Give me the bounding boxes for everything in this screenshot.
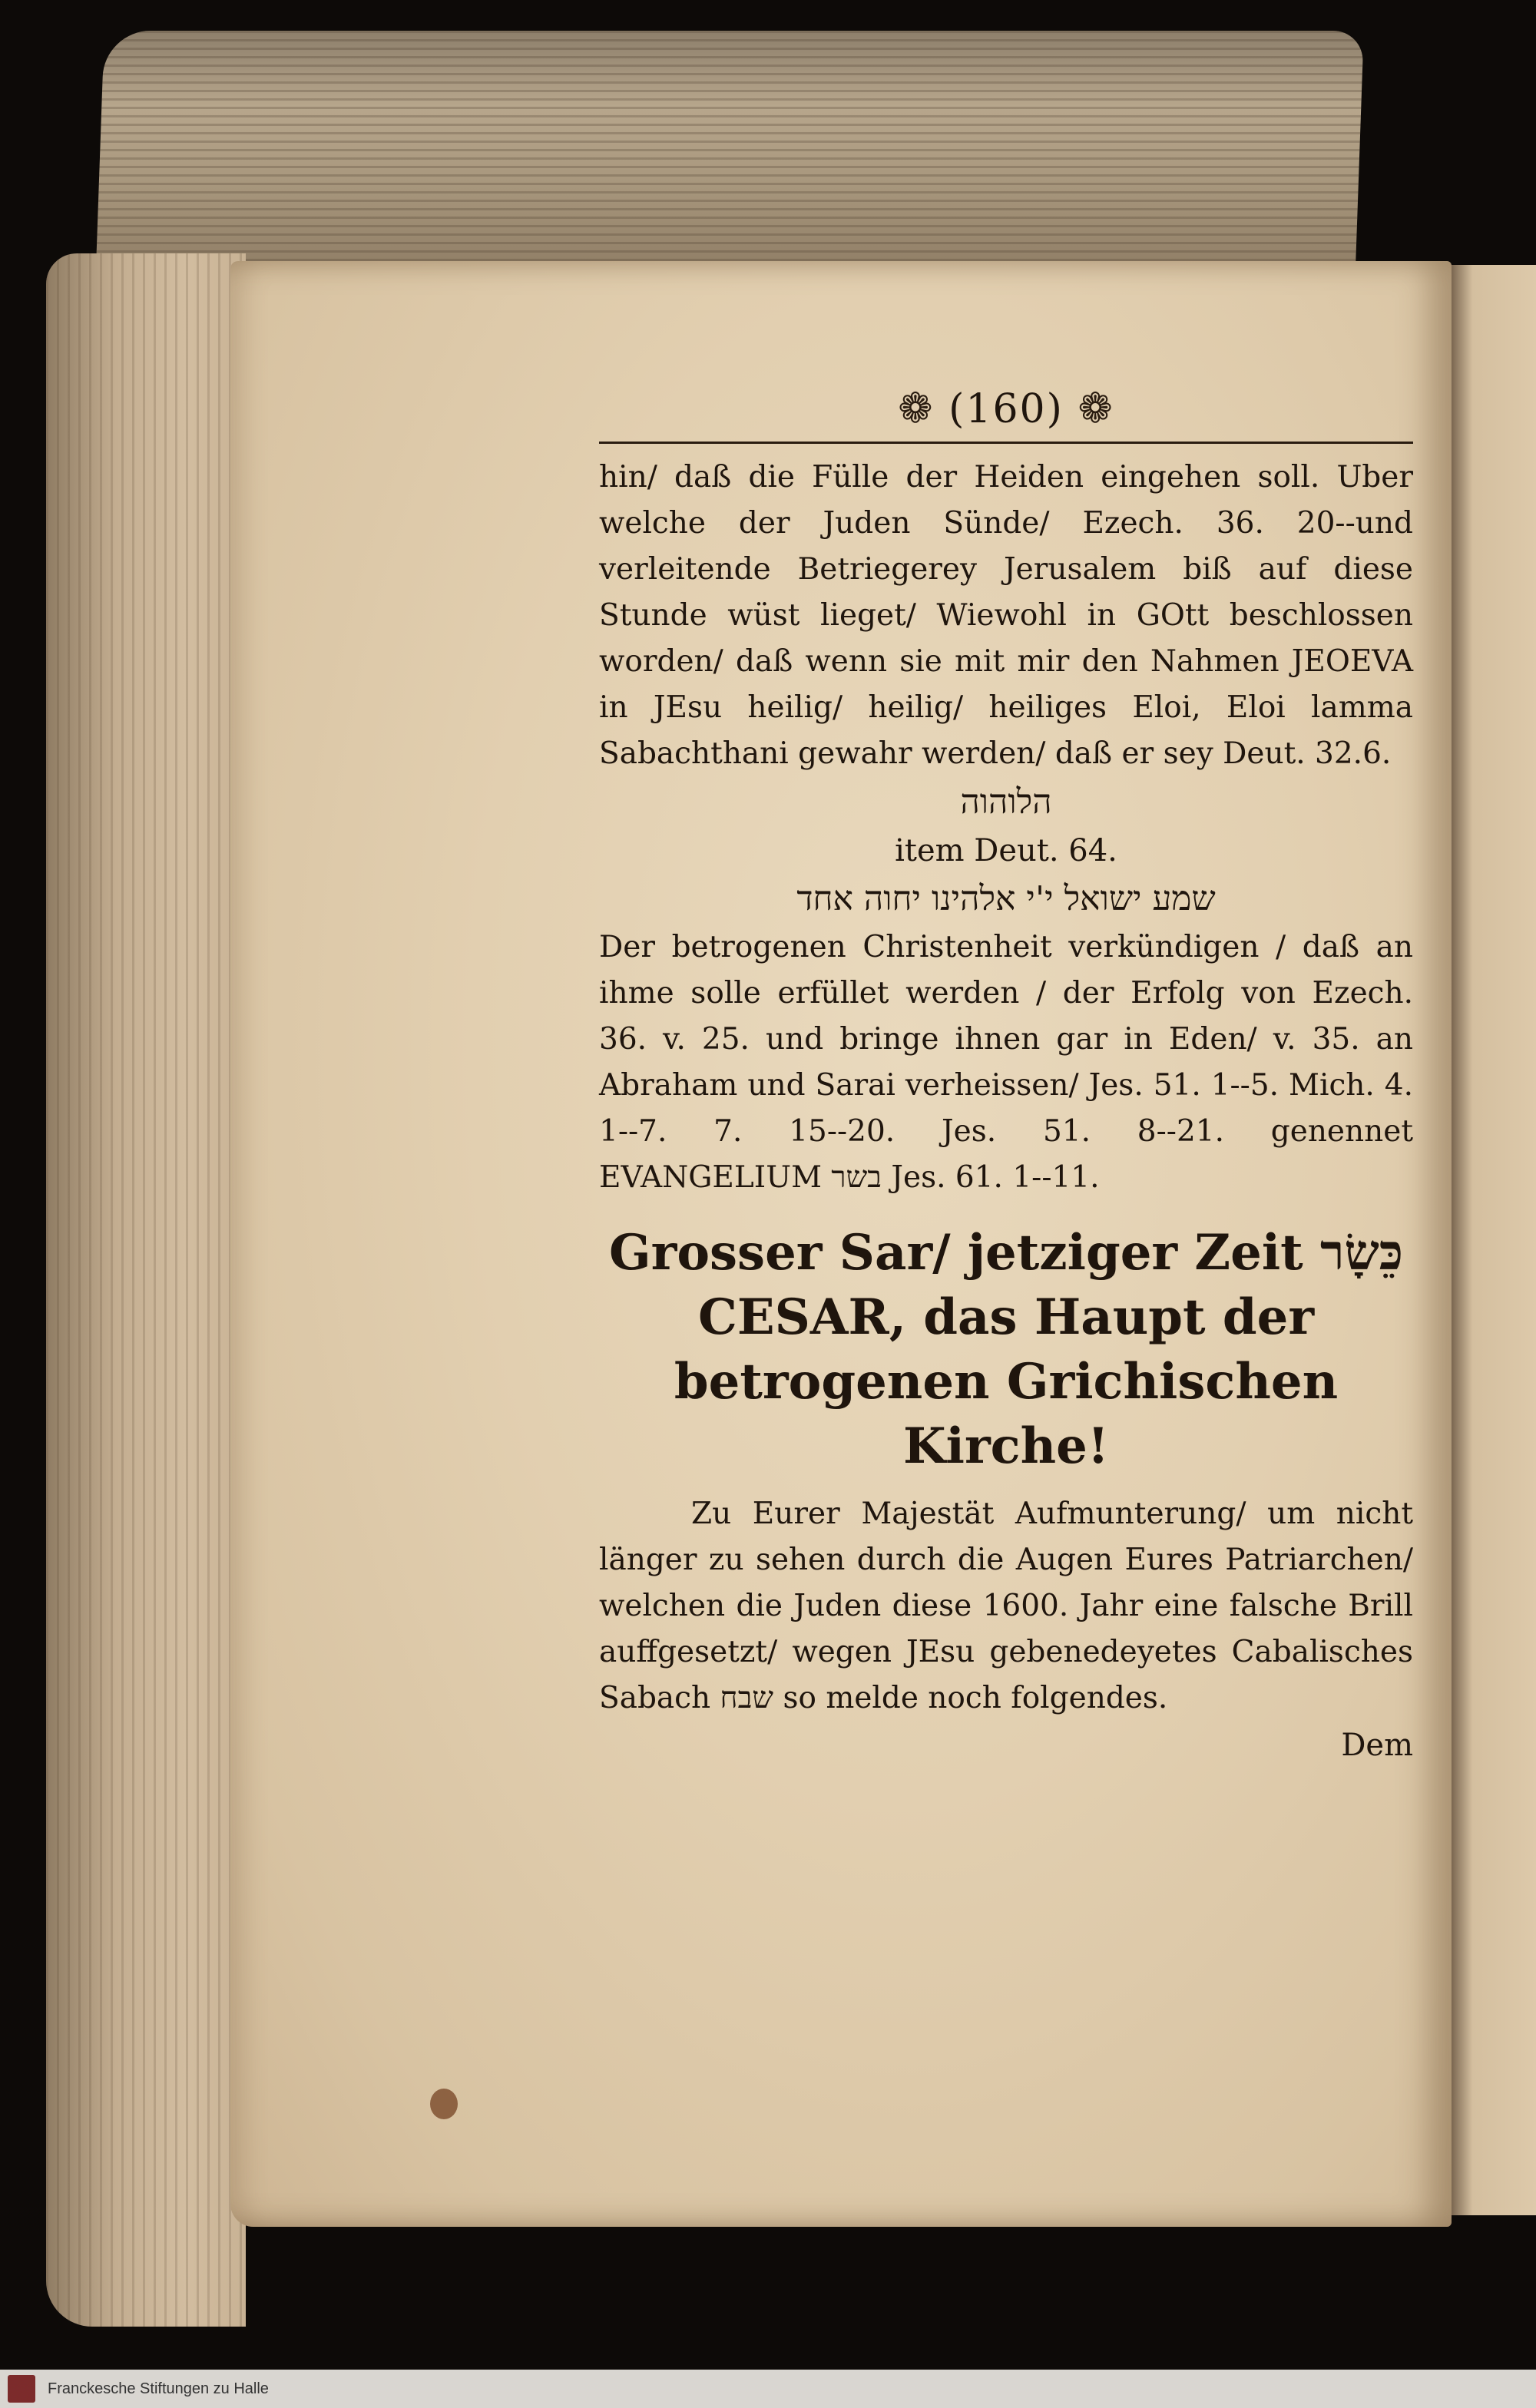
institution-logo-icon [8, 2375, 35, 2403]
hebrew-line-1: הלוהוה [960, 782, 1052, 822]
page-stack-left [46, 253, 246, 2327]
flower-ornament-icon: ❁ [898, 384, 935, 432]
paper-stain [430, 2089, 458, 2119]
page-header [599, 384, 1413, 432]
page-stack-top [95, 31, 1364, 284]
paragraph-2: Der betrogenen Christenheit verkündigen / daß an ihme solle erfüllet werden / der Erfolg von Ezech. 36. v. 25. und bringe ihnen gar in Eden/ v. 35. an Abraham und Sarai verheissen/ Jes. 51. 1--5. Mich. 4. 1--7. 7. 15--20. Jes. 51. 8--21. genennet EVANGELIUM בשר Jes. 61. 1--11. [599, 930, 1413, 1195]
section-heading: Grosser Sar/ jetziger Zeit כֵּשָׂר CESAR, das Haupt der betrogenen Grichischen Kirche! [608, 1224, 1404, 1475]
page-text [599, 384, 1413, 1763]
hebrew-line-2: שמע ישואל י'י אלהינו יחוה אחד [796, 879, 1216, 918]
footer-bar [0, 2370, 1536, 2408]
facing-page-edge [1452, 265, 1536, 2215]
header-rule [599, 442, 1413, 444]
item-reference: item Deut. 64. [895, 833, 1117, 868]
catchword: Dem [1341, 1728, 1413, 1763]
footer-institution: Franckesche Stiftungen zu Halle [48, 2380, 269, 2397]
flower-ornament-icon: ❁ [1078, 384, 1114, 432]
paragraph-1: hin/ daß die Fülle der Heiden eingehen soll. Uber welche der Juden Sünde/ Ezech. 36. 20--und verleitende Betriegerey Jerusalem biß auf diese Stunde wüst lieget/ Wiewohl in GOtt beschlossen worden/ daß wenn sie mit mir den Nahmen JEOEVA in JEsu heilig/ heilig/ heiliges Eloi, Eloi lamma Sabachthani gewahr werden/ daß er sey Deut. 32.6. [599, 460, 1413, 771]
paragraph-3: Zu Eurer Majestät Aufmunterung/ um nicht länger zu sehen durch die Augen Eures Patriarchen/ welchen die Juden diese 1600. Jahr eine falsche Brill auffgesetzt/ wegen JEsu gebenedeyetes Cabalisches Sabach שבח so melde noch folgendes. [599, 1497, 1413, 1715]
page-number: (160) [948, 386, 1064, 432]
